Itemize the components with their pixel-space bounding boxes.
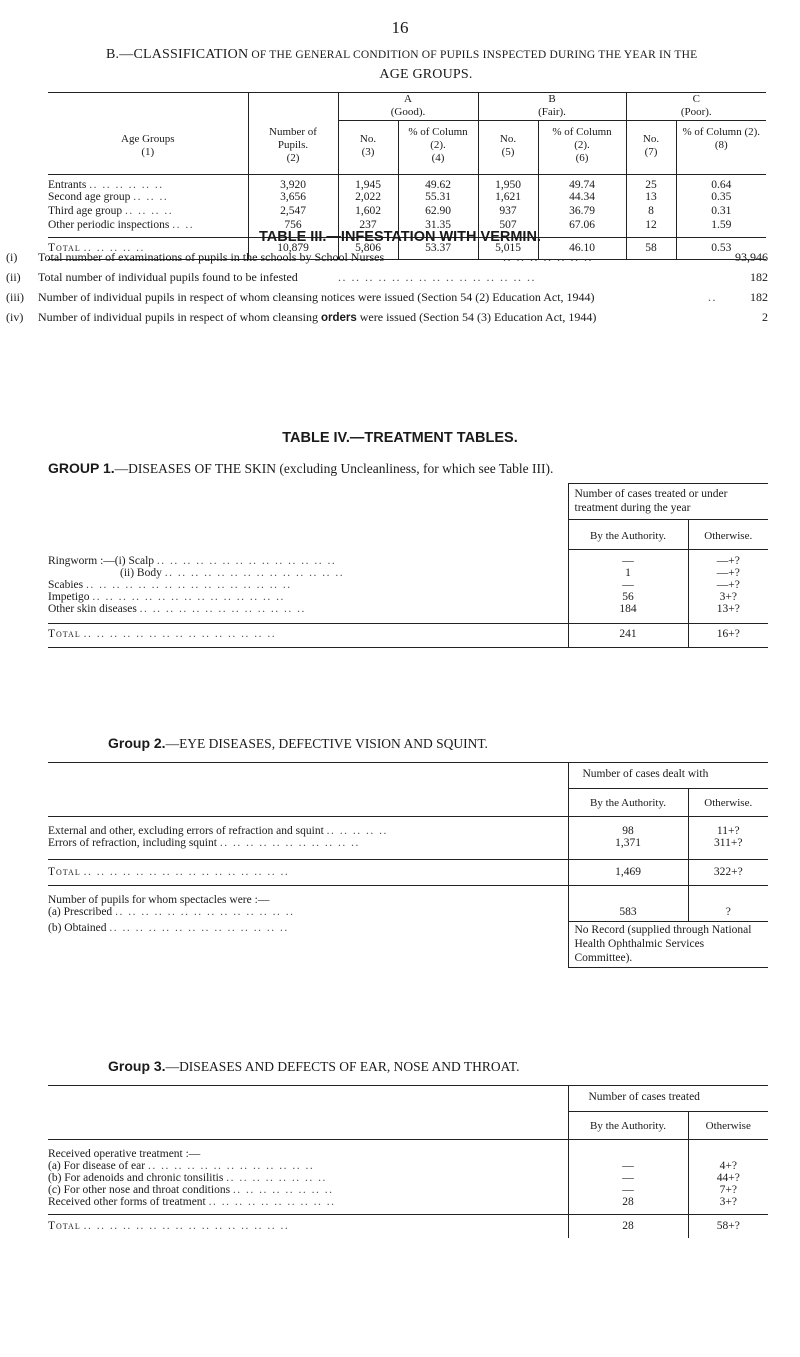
table-row: (b) For adenoids and chronic tonsilitis .. .. .. .. .. .. .. .. — 44+? bbox=[48, 1172, 768, 1184]
obtained-note: No Record (supplied through National Health Ophthalmic Services Committee). bbox=[568, 922, 768, 968]
col-header-2: Number of Pupils. (2) bbox=[248, 121, 338, 175]
list-item: (i) Total number of examinations of pupils in the schools by School Nurses .. .. .. .. .. .. .. 93,946 bbox=[6, 250, 768, 264]
table-total-row: Total .. .. .. .. .. .. .. .. .. .. .. .. .. .. .. .. 28 58+? bbox=[48, 1214, 768, 1238]
group-3-table bbox=[48, 1085, 768, 1238]
group-2-heading: Group 2.—EYE DISEASES, DEFECTIVE VISION AND SQUINT. bbox=[108, 735, 488, 751]
group-1-heading: GROUP 1.—DISEASES OF THE SKIN (excluding Uncleanliness, for which see Table III). bbox=[48, 460, 554, 476]
page-number: 16 bbox=[391, 18, 409, 37]
group-2-table bbox=[48, 762, 768, 968]
table-row: External and other, excluding errors of refraction and squint .. .. .. .. .. 98 11+? bbox=[48, 817, 768, 838]
table-iii-list bbox=[6, 249, 768, 325]
table-total-row: Total .. .. .. .. .. .. .. .. .. .. .. .. .. .. .. 241 16+? bbox=[48, 623, 768, 647]
group-2-col-header: Number of cases dealt with bbox=[568, 763, 768, 789]
list-item: (iii) Number of individual pupils in respect of whom cleansing notices were issued (Section 54 (2) Education Act, 1944) .. 182 bbox=[6, 290, 768, 304]
group-3-col-authority: By the Authority. bbox=[568, 1112, 688, 1140]
table-row: Received other forms of treatment .. .. .. .. .. .. .. .. .. .. 28 3+? bbox=[48, 1196, 768, 1214]
table-row: Scabies .. .. .. .. .. .. .. .. .. .. .. .. .. .. .. .. — —+? bbox=[48, 579, 768, 591]
col-header-8: % of Column (2). (8) bbox=[676, 121, 766, 175]
table-b-title bbox=[106, 45, 786, 84]
col-header-3: No. (3) bbox=[338, 121, 398, 175]
table-row: Third age group .. .. .. .. 2,547 1,602 62.90 937 36.79 8 0.31 bbox=[48, 205, 766, 219]
group-a-header: A (Good). bbox=[338, 93, 478, 121]
group-c-header: C (Poor). bbox=[626, 93, 766, 121]
table-row: Entrants .. .. .. .. .. .. 3,920 1,945 49.62 1,950 49.74 25 0.64 bbox=[48, 175, 766, 192]
table-total-row: Total .. .. .. .. .. 10,879 5,806 53.37 5,015 46.10 58 0.53 bbox=[48, 237, 766, 259]
group-2-col-authority: By the Authority. bbox=[568, 789, 688, 817]
table-b-title-prefix: B.—CLASSIFICATION bbox=[106, 47, 249, 62]
table-row: Other periodic inspections .. .. 756 237 31.35 507 67.06 12 1.59 bbox=[48, 219, 766, 237]
table-row: (c) For other nose and throat conditions .. .. .. .. .. .. .. .. — 7+? bbox=[48, 1184, 768, 1196]
list-item: (iv) Number of individual pupils in respect of whom cleansing orders were issued (Section 54 (3) Education Act, 1944) 2 bbox=[6, 310, 768, 324]
col-header-6: % of Column (2). (6) bbox=[538, 121, 626, 175]
table-iii-heading: TABLE III.—INFESTATION WITH VERMIN. bbox=[259, 229, 541, 245]
table-row: (a) For disease of ear .. .. .. .. .. .. .. .. .. .. .. .. .. — 4+? bbox=[48, 1160, 768, 1172]
col-header-1: Age Groups (1) bbox=[48, 121, 248, 175]
table-b-title-line2: AGE GROUPS. bbox=[379, 67, 473, 82]
table-row: Ringworm :—(i) Scalp .. .. .. .. .. .. .. .. .. .. .. .. .. .. — —+? bbox=[48, 550, 768, 568]
group-3-col-otherwise: Otherwise bbox=[688, 1112, 768, 1140]
group-3-col-header: Number of cases treated bbox=[568, 1086, 768, 1112]
table-row: (a) Prescribed .. .. .. .. .. .. .. .. .. .. .. .. .. .. 583 ? bbox=[48, 906, 768, 922]
group-1-col-authority: By the Authority. bbox=[568, 520, 688, 550]
group-3-heading: Group 3.—DISEASES AND DEFECTS OF EAR, NOSE AND THROAT. bbox=[108, 1058, 520, 1074]
group-b-header: B (Fair). bbox=[478, 93, 626, 121]
table-iv-heading: TABLE IV.—TREATMENT TABLES. bbox=[282, 430, 518, 446]
col-header-7: No. (7) bbox=[626, 121, 676, 175]
table-b-title-rest: OF THE GENERAL CONDITION OF PUPILS INSPECTED DURING THE YEAR IN THE bbox=[248, 49, 698, 61]
col-header-5: No. (5) bbox=[478, 121, 538, 175]
group-1-table bbox=[48, 483, 768, 648]
group-1-col-otherwise: Otherwise. bbox=[688, 520, 768, 550]
table-total-row: Total .. .. .. .. .. .. .. .. .. .. .. .. .. .. .. .. 1,469 322+? bbox=[48, 859, 768, 885]
received-label: Received operative treatment :— bbox=[48, 1148, 201, 1160]
spectacles-label: Number of pupils for whom spectacles were :— bbox=[48, 893, 270, 906]
table-row: Second age group .. .. .. 3,656 2,022 55.31 1,621 44.34 13 0.35 bbox=[48, 191, 766, 205]
list-item: (ii) Total number of individual pupils found to be infested .. .. .. .. .. .. .. .. .. .. .. .. .. .. .. 182 bbox=[6, 270, 768, 284]
table-row: (b) Obtained .. .. .. .. .. .. .. .. .. .. .. .. .. .. No Record (supplied through National Health Ophthalmic Services Committee). bbox=[48, 922, 768, 968]
table-row: Errors of refraction, including squint .. .. .. .. .. .. .. .. .. .. .. 1,371 311+? bbox=[48, 837, 768, 859]
table-row: Other skin diseases .. .. .. .. .. .. .. .. .. .. .. .. .. 184 13+? bbox=[48, 603, 768, 623]
col-header-4: % of Column (2). (4) bbox=[398, 121, 478, 175]
group-1-col-header: Number of cases treated or under treatment during the year bbox=[568, 484, 768, 520]
group-2-col-otherwise: Otherwise. bbox=[688, 789, 768, 817]
table-row: Impetigo .. .. .. .. .. .. .. .. .. .. .. .. .. .. .. 56 3+? bbox=[48, 591, 768, 603]
table-row: (ii) Body .. .. .. .. .. .. .. .. .. .. .. .. .. .. 1 —+? bbox=[48, 567, 768, 579]
